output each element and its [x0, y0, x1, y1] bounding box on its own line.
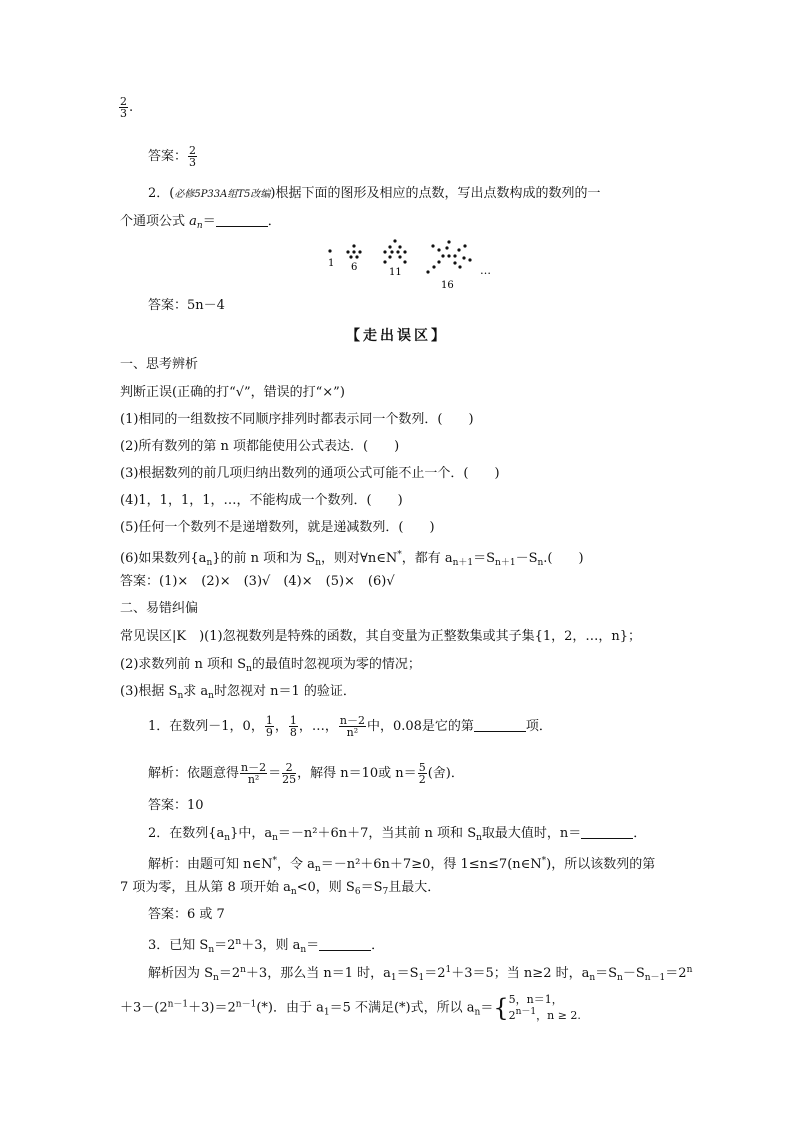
judge-item: (2)所有数列的第 n 项都能使用公式表达．( )	[120, 439, 400, 454]
dot-label: 1	[328, 258, 335, 269]
problem-3: 3．已知 $S_n=2^n+3$，则 $a_n=$ ．	[148, 937, 385, 955]
q2-line2: 个通项公式 $a_n=$ ．	[120, 214, 281, 231]
dot	[328, 249, 331, 252]
part1-answers: 答案：(1)× (2)× (3)√ (4)× (5)× (6)√	[120, 574, 395, 589]
problem-2-answer: 答案：6 或 7	[148, 907, 225, 922]
problem-2-solution-1: 解析：由题可知 n∈N*，令 $a_n=-n^2+6n+7\ge 0$，得 1≤n≤7(n∈N*)，所以该数列的第	[148, 856, 656, 874]
ellipsis: …	[480, 264, 491, 277]
judge-item: (1)相同的一组数按不同顺序排列时都表示同一个数列．( )	[120, 412, 474, 427]
q2-line1: 2．(必修5P33A组T5改编)根据下面的图形及相应的点数，写出点数构成的数列的一	[148, 186, 601, 201]
dot-label: 6	[351, 262, 358, 273]
problem-1: 1．在数列－1，0， $\frac{1}{9}$ ， $\frac{1}{8}$ ，…， $\frac{n-2}{\text{n²}}$ 中，0.08是它的第 项．	[148, 714, 552, 739]
dot-pattern-figure	[320, 238, 500, 298]
dot-cluster-6	[346, 244, 361, 258]
misconception-3: (3)根据 $S_n$求 $a_n$时忽视对 n＝1 的验证．	[120, 684, 356, 701]
part1-instruction: 判断正误(正确的打“√”，错误的打“×”)	[120, 385, 345, 400]
section-title: 【走出误区】	[346, 328, 448, 344]
misconception-1: 常见误区|K )(1)忽视数列是特殊的函数，其自变量为正整数集或其子集{1，2，…，n}；	[120, 629, 642, 644]
misconception-2: (2)求数列前 n 项和 $S_n$的最值时忽视项为零的情况；	[120, 657, 421, 674]
problem-1-solution: 解析：依题意得 $\frac{n-2}{\text{n²}}$ ＝ $\frac{2}{25}$ ，解得 n＝10或 n＝ $\frac{5}{2}$ (舍)．	[148, 761, 464, 786]
judge-item: (4)1，1，1，1，…，不能构成一个数列．( )	[120, 493, 403, 508]
answer-line: 答案： $\frac{2}{3}$	[148, 144, 197, 169]
dot-cluster-11	[383, 239, 406, 263]
top-fraction: $\frac{2}{3}$ .	[120, 95, 134, 120]
problem-3-solution-1: 解析因为 $S_n=2^n+3$，那么当 n＝1 时，$a_1=S_1=2^1+3=5$；当 n≥2 时，$a_n=S_n-S_{n-1}=2^n$	[148, 965, 693, 983]
problem-2: 2．在数列$\{a_n\}$中，$a_n=-n^2+6n+7$，当其前 n 项和 $S_n$取最大值时，n＝ ．	[148, 826, 647, 843]
problem-3-solution-2: $+3-(2^{n-1}+3)=2^{n-1}(*)$．由于 $a_1=5$ 不满足(*)式，所以 $a_n=${ 5，n＝1， $2^{n-1}$，n ≥ 2.	[120, 993, 581, 1022]
dot-label: 11	[389, 267, 402, 278]
judge-item: (5)任何一个数列不是递增数列，就是递减数列．( )	[120, 520, 435, 535]
part2-title: 二、易错纠偏	[120, 601, 199, 616]
q2-answer: 答案：5n－4	[148, 298, 225, 313]
problem-1-answer: 答案：10	[148, 798, 204, 813]
piecewise-cases: 5，n＝1， $2^{n-1}$，n ≥ 2.	[508, 993, 581, 1022]
part1-title: 一、思考辨析	[120, 357, 199, 372]
dot-cluster-16	[426, 240, 471, 273]
judge-item-6: (6)如果数列$\{a_n\}$的前 n 项和为 $S_n$，则对∀n∈N*，都有 $a_{n+1}=S_{n+1}-S_n$.( )	[120, 550, 584, 568]
problem-2-solution-2: 7 项为零，且从第 8 项开始 $a_n<0$，则 $S_6=S_7$且最大．	[120, 880, 441, 897]
judge-item: (3)根据数列的前几项归纳出数列的通项公式可能不止一个．( )	[120, 466, 500, 481]
dot-label: 16	[441, 280, 454, 291]
